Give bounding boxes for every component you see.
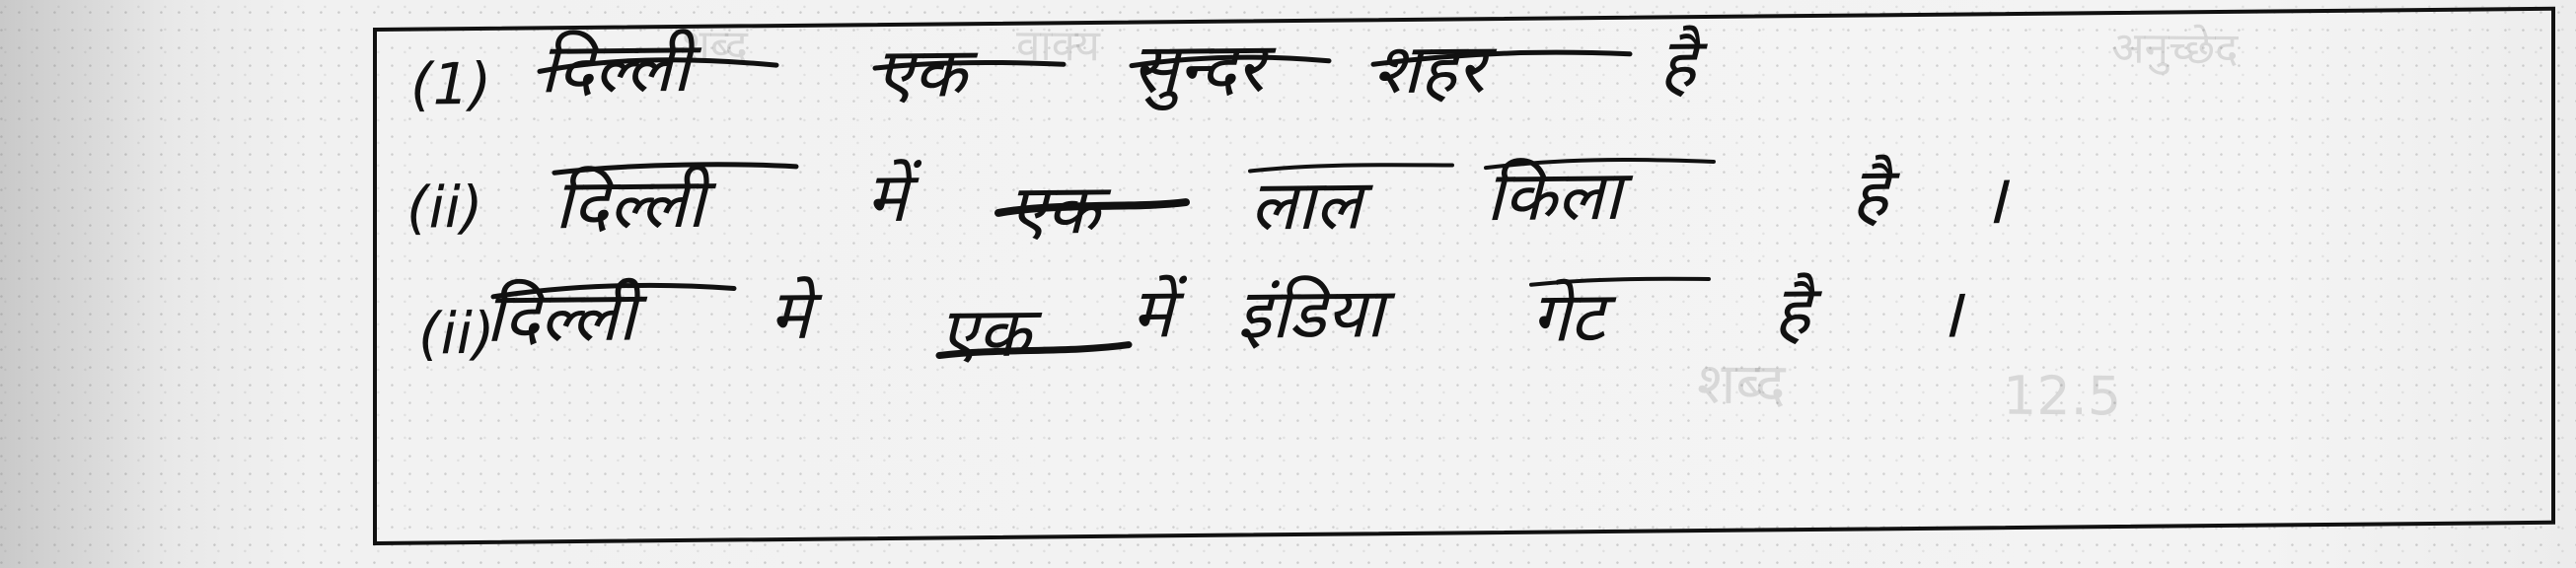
line-number: (ii) [406, 173, 483, 242]
sentence-end-mark: । [1936, 272, 1962, 354]
word-delhi: दिल्ली [485, 275, 636, 358]
answer-line-2 [377, 131, 2153, 266]
word-laal: लाल [1250, 164, 1362, 247]
answer-box [373, 7, 2555, 545]
word-ek-struck: एक [1008, 168, 1100, 250]
word-ek-struck: एक [939, 291, 1031, 374]
ghost-text-2: वाक्य [1015, 20, 1101, 72]
ghost-text-4: शब्द [1696, 349, 1786, 418]
line-number: (ii) [418, 299, 495, 368]
answer-line-3 [377, 249, 2153, 385]
ghost-text-1: शब्द [680, 20, 749, 72]
ghost-text-3: अनुच्छेद [2110, 23, 2239, 75]
word-hai: है [1852, 152, 1889, 234]
word-kila: किला [1486, 154, 1622, 238]
word-mein: में [866, 156, 908, 239]
answer-line-1 [377, 15, 2153, 150]
word-hai: है [1774, 270, 1811, 352]
word-hai: है [1659, 23, 1697, 105]
word-delhi: दिल्ली [540, 26, 691, 109]
word-delhi: दिल्ली [554, 162, 705, 246]
ghost-text-5: 12.5 [2002, 364, 2122, 428]
line-number: (1) [410, 49, 492, 118]
paper-shadow [0, 0, 168, 568]
word-shahar: शहर [1373, 28, 1486, 110]
word-india: इंडिया [1237, 272, 1384, 355]
sentence-end-mark: । [1980, 159, 2007, 241]
word-mein: में [1132, 272, 1173, 354]
word-sundar: सुन्दर [1132, 27, 1265, 109]
word-ek: एक [875, 32, 967, 114]
word-me: मे [770, 273, 811, 356]
word-gate: गेट [1531, 276, 1605, 358]
